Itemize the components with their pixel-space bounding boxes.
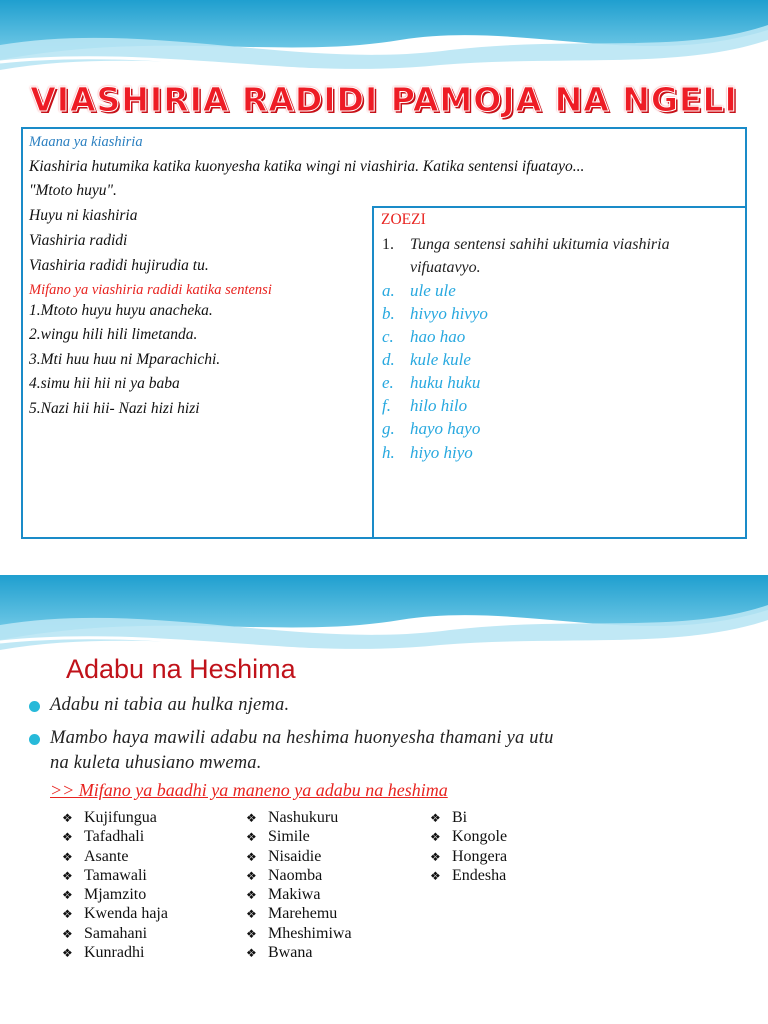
list-item: ❖ Kunradhi: [62, 943, 168, 962]
diamond-bullet-icon: ❖: [430, 849, 441, 864]
diamond-bullet-icon: ❖: [62, 830, 73, 845]
diamond-bullet-icon: ❖: [430, 868, 441, 883]
diamond-bullet-icon: ❖: [246, 849, 257, 864]
zoezi-heading: ZOEZI: [381, 211, 426, 228]
item-letter: a.: [382, 281, 395, 300]
maana-heading: Maana ya kiashiria: [29, 134, 143, 150]
item-text: hivyo hivyo: [410, 304, 488, 323]
diamond-bullet-icon: ❖: [62, 926, 73, 941]
diamond-bullet-icon: ❖: [246, 907, 257, 922]
example-sentence: 4.simu hii hii ni ya baba: [29, 375, 180, 392]
item-letter: d.: [382, 350, 395, 369]
example-quote-line: "Mtoto huyu".: [29, 182, 117, 199]
diamond-bullet-icon: ❖: [246, 811, 257, 825]
item-text: hayo hayo: [410, 419, 481, 438]
slide-title: VIASHIRIA RADIDI PAMOJA NA NGELI: [30, 80, 738, 119]
list-item: ❖ Samahani: [62, 924, 168, 943]
explanation-line: Viashiria radidi: [29, 232, 128, 249]
diamond-bullet-icon: ❖: [62, 946, 73, 961]
item-letter: f.: [382, 396, 391, 415]
example-sentence: 1.Mtoto huyu huyu anacheka.: [29, 302, 213, 319]
list-item: ❖ Tamawali: [62, 866, 168, 885]
diamond-bullet-icon: ❖: [62, 849, 73, 864]
list-item: ❖ Nisaidie: [246, 847, 352, 866]
explanation-line: Huyu ni kiashiria: [29, 207, 138, 224]
diamond-bullet-icon: ❖: [62, 907, 73, 922]
item-letter: h.: [382, 443, 395, 462]
bullet-text: Adabu ni tabia au hulka njema.: [50, 695, 290, 715]
item-text: hilo hilo: [410, 396, 468, 415]
example-sentence: 5.Nazi hii hii- Nazi hizi hizi: [29, 400, 200, 417]
item-text: ule ule: [410, 281, 456, 300]
list-item: ❖ Kwenda haja: [62, 904, 168, 923]
diamond-bullet-icon: ❖: [62, 868, 73, 883]
item-letter: c.: [382, 327, 394, 346]
word-column: [246, 808, 352, 962]
item-text: kule kule: [410, 350, 471, 369]
list-item: ❖ Kongole: [430, 827, 507, 846]
instruction-number: 1.: [382, 236, 394, 253]
item-text: hiyo hiyo: [410, 443, 473, 462]
list-item: ❖ Bwana: [246, 943, 352, 962]
diamond-bullet-icon: ❖: [62, 811, 73, 825]
list-item: ❖ Tafadhali: [62, 827, 168, 846]
list-item: ❖ Simile: [246, 827, 352, 846]
example-sentence: 3.Mti huu huu ni Mparachichi.: [29, 351, 221, 368]
diamond-bullet-icon: ❖: [62, 888, 73, 903]
bullet-dot: [29, 701, 40, 712]
instruction-line: Tunga sentensi sahihi ukitumia viashiria: [410, 236, 670, 253]
list-item: ❖ Hongera: [430, 847, 507, 866]
item-text: hao hao: [410, 327, 466, 346]
list-item: ❖ Mjamzito: [62, 885, 168, 904]
diamond-bullet-icon: ❖: [430, 811, 441, 825]
diamond-bullet-icon: ❖: [246, 926, 257, 941]
list-item: ❖ Bi: [430, 808, 507, 827]
list-item: ❖ Nashukuru: [246, 808, 352, 827]
header-wave-decoration: [0, 0, 768, 90]
bullet-dot: [29, 734, 40, 745]
word-column: [430, 808, 507, 885]
diamond-bullet-icon: ❖: [246, 830, 257, 845]
definition-line: Kiashiria hutumika katika kuonyesha katika wingi ni viashiria. Katika sentensi ifuatayo...: [29, 158, 585, 175]
item-letter: b.: [382, 304, 395, 323]
diamond-bullet-icon: ❖: [246, 888, 257, 903]
mifano-heading: Mifano ya viashiria radidi katika sentensi: [29, 282, 272, 298]
list-item: ❖ Kujifungua: [62, 808, 168, 827]
slide-2: [0, 575, 768, 1024]
list-item: ❖ Naomba: [246, 866, 352, 885]
word-column: [62, 808, 168, 962]
item-letter: e.: [382, 373, 394, 392]
list-item: ❖ Asante: [62, 847, 168, 866]
bullet-text: na kuleta uhusiano mwema.: [50, 753, 262, 773]
diamond-bullet-icon: ❖: [246, 946, 257, 961]
bullet-text: Mambo haya mawili adabu na heshima huonyesha thamani ya utu: [50, 728, 554, 748]
example-sentence: 2.wingu hili hili limetanda.: [29, 326, 198, 343]
instruction-line: vifuatavyo.: [410, 259, 481, 276]
item-text: huku huku: [410, 373, 481, 392]
list-item: ❖ Mheshimiwa: [246, 924, 352, 943]
explanation-line: Viashiria radidi hujirudia tu.: [29, 257, 209, 274]
list-item: ❖ Endesha: [430, 866, 507, 885]
diamond-bullet-icon: ❖: [246, 868, 257, 883]
list-item: ❖ Makiwa: [246, 885, 352, 904]
list-item: ❖ Marehemu: [246, 904, 352, 923]
slide-separator: [0, 548, 768, 575]
diamond-bullet-icon: ❖: [430, 830, 441, 845]
slide-title: Adabu na Heshima: [66, 654, 296, 684]
item-letter: g.: [382, 419, 395, 438]
examples-heading: >> Mifano ya baadhi ya maneno ya adabu na heshima: [50, 780, 448, 800]
